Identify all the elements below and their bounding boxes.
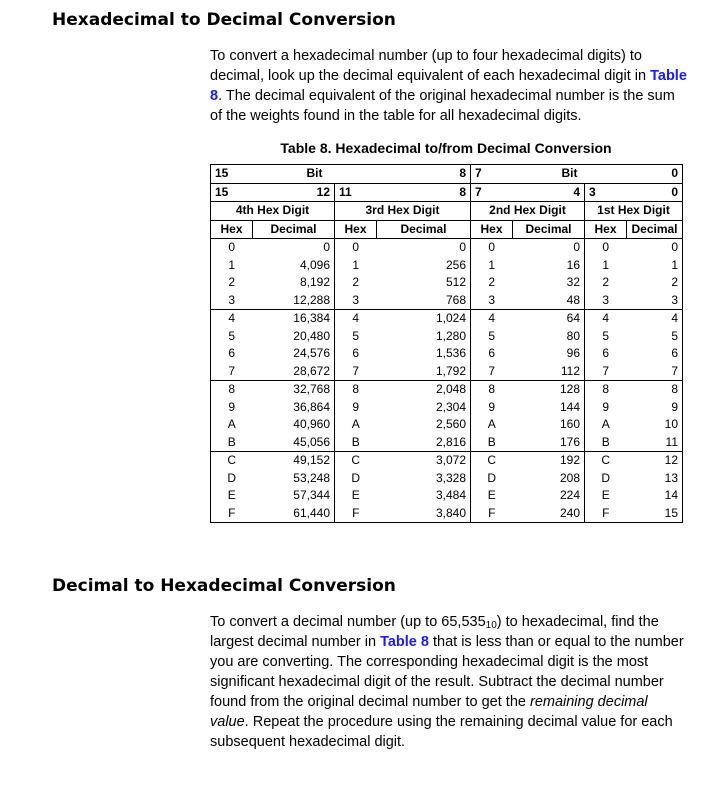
hex-cell: 5 [585, 328, 627, 346]
paragraph-text: To convert a decimal number (up to 65,535 [210, 614, 486, 630]
table-row [211, 274, 683, 292]
hex-cell: 0 [228, 240, 236, 255]
column-header: Hex [211, 220, 253, 239]
decimal-cell: 4,096 [299, 257, 330, 272]
hex-cell: F [228, 505, 236, 520]
decimal-cell: 61,440 [293, 505, 330, 520]
decimal-cell: 96 [566, 346, 580, 361]
table-row [211, 416, 683, 434]
hex-cell: 2 [585, 274, 627, 292]
decimal-cell: 48 [513, 292, 585, 310]
bit-label: 15 [211, 165, 253, 184]
decimal-cell: 3,072 [435, 453, 466, 468]
decimal-cell: 192 [559, 453, 580, 468]
decimal-cell: 1,792 [377, 363, 471, 381]
hex-cell: 8 [228, 382, 236, 397]
hex-cell: 8 [585, 381, 627, 399]
decimal-cell: 3 [627, 292, 683, 310]
decimal-cell: 20,480 [293, 328, 330, 343]
decimal-cell: 2,560 [435, 417, 466, 432]
decimal-cell: 176 [513, 434, 585, 452]
table-row [211, 328, 683, 346]
decimal-cell: 28,672 [253, 363, 335, 381]
hex-cell: F [335, 505, 377, 523]
hex-cell: B [211, 434, 253, 452]
decimal-cell: 53,248 [293, 470, 330, 485]
digit-header: 3rd Hex Digit [335, 202, 471, 221]
hex-cell: 2 [228, 275, 236, 290]
decimal-cell: 2 [671, 275, 678, 290]
hex-cell: 7 [471, 363, 513, 381]
hex-cell: 5 [335, 328, 377, 346]
hex-to-decimal-paragraph [210, 46, 690, 126]
table-row [211, 487, 683, 505]
table-row [211, 470, 683, 488]
column-header: Hex [471, 220, 513, 239]
hex-cell: 9 [471, 399, 513, 417]
hex-cell: 3 [471, 292, 513, 310]
decimal-cell: 49,152 [293, 453, 330, 468]
decimal-cell: 768 [377, 292, 471, 310]
column-header: Hex [585, 220, 627, 239]
bit-label: 12 [253, 183, 335, 202]
hex-cell: 4 [585, 310, 627, 328]
base-subscript: 10 [485, 620, 497, 631]
table-row [211, 363, 683, 381]
paragraph-text: ) to hexadecimal, find the largest decimal number in [210, 614, 659, 650]
decimal-cell: 12,288 [253, 292, 335, 310]
column-header: Decimal [513, 220, 585, 239]
decimal-cell: 57,344 [293, 488, 330, 503]
hex-cell: 0 [471, 239, 513, 257]
hex-cell: 0 [335, 239, 377, 257]
column-header: Decimal [627, 220, 683, 239]
decimal-cell: 16,384 [293, 311, 330, 326]
bit-label: 8 [377, 165, 471, 184]
decimal-cell: 512 [445, 275, 466, 290]
hex-cell: 2 [471, 274, 513, 292]
bit-label: 4 [513, 183, 585, 202]
hex-cell: D [335, 470, 377, 488]
hex-cell: B [585, 434, 627, 452]
hex-cell: 1 [471, 257, 513, 275]
decimal-cell: 112 [513, 363, 585, 381]
decimal-cell: 3,328 [435, 470, 466, 485]
decimal-cell: 80 [566, 328, 580, 343]
hex-cell: 8 [471, 381, 513, 399]
table-row [211, 345, 683, 363]
hex-cell: 3 [585, 292, 627, 310]
bit-label: 8 [377, 183, 471, 202]
hex-cell: E [335, 487, 377, 505]
digit-header-row [211, 202, 683, 221]
hex-cell: A [471, 416, 513, 434]
decimal-cell: 40,960 [293, 417, 330, 432]
paragraph-text: that is less than or equal to the number you are converting. The corresponding hexadecimal digit is the most significant hexadecimal digit of the result. Subtract the decimal number found from the original decimal number to get the [210, 634, 684, 710]
hex-cell: 3 [211, 292, 253, 310]
hex-cell: D [585, 470, 627, 488]
hex-cell: 4 [471, 310, 513, 328]
conversion-table [210, 164, 683, 523]
hex-cell: D [471, 470, 513, 488]
hex-cell: E [585, 487, 627, 505]
table-row [211, 239, 683, 257]
decimal-cell: 0 [459, 240, 466, 255]
hex-cell: 5 [471, 328, 513, 346]
hex-cell: 7 [335, 363, 377, 381]
bit-label: 0 [627, 165, 683, 184]
decimal-cell: 144 [559, 399, 580, 414]
section-title-hex-to-decimal: Hexadecimal to Decimal Conversion [52, 10, 396, 30]
hex-cell: 1 [228, 257, 236, 272]
emphasized-term: remaining decimal value [210, 694, 648, 730]
digit-header: 1st Hex Digit [585, 202, 683, 221]
hex-cell: 6 [228, 346, 236, 361]
hex-cell: 7 [585, 363, 627, 381]
decimal-cell: 32,768 [293, 382, 330, 397]
decimal-cell: 24,576 [293, 346, 330, 361]
decimal-cell: 2,304 [435, 399, 466, 414]
hex-cell: 8 [335, 381, 377, 399]
decimal-cell: 2,816 [377, 434, 471, 452]
digit-header: 4th Hex Digit [211, 202, 335, 221]
table-row [211, 452, 683, 470]
decimal-cell: 4 [671, 311, 678, 326]
hex-cell: 6 [585, 345, 627, 363]
hex-cell: F [471, 505, 513, 523]
decimal-cell: 1,536 [435, 346, 466, 361]
hex-cell: 6 [471, 345, 513, 363]
table-8-link[interactable]: Table 8 [380, 634, 429, 650]
decimal-cell: 160 [559, 417, 580, 432]
hex-cell: 3 [335, 292, 377, 310]
bit-number-row [211, 183, 683, 202]
bit-label: 15 [211, 183, 253, 202]
decimal-cell: 208 [559, 470, 580, 485]
decimal-cell: 11 [627, 434, 683, 452]
table-row [211, 292, 683, 310]
decimal-cell: 128 [559, 382, 580, 397]
decimal-cell: 1 [671, 257, 678, 272]
hex-cell: D [227, 470, 237, 485]
hex-cell: 4 [335, 310, 377, 328]
hex-cell: 9 [228, 399, 236, 414]
table-row [211, 381, 683, 399]
decimal-cell: 15 [664, 505, 678, 520]
section-title-decimal-to-hex: Decimal to Hexadecimal Conversion [52, 576, 396, 596]
decimal-cell: 64 [566, 311, 580, 326]
decimal-cell: 1,280 [435, 328, 466, 343]
bit-label: 0 [627, 183, 683, 202]
decimal-cell: 3,484 [435, 488, 466, 503]
decimal-cell: 16 [566, 257, 580, 272]
bit-label: Bit [513, 165, 627, 184]
table-row [211, 257, 683, 275]
hex-cell: C [335, 452, 377, 470]
table-row [211, 434, 683, 452]
hex-cell: 0 [585, 239, 627, 257]
hex-cell: 7 [211, 363, 253, 381]
decimal-cell: 0 [323, 240, 330, 255]
column-header-row [211, 220, 683, 239]
hex-cell: 4 [228, 311, 236, 326]
column-header: Hex [335, 220, 377, 239]
decimal-cell: 1,024 [435, 311, 466, 326]
hex-cell: 2 [335, 274, 377, 292]
table-row [211, 310, 683, 328]
hex-cell: E [471, 487, 513, 505]
hex-cell: 1 [335, 257, 377, 275]
decimal-cell: 12 [664, 453, 678, 468]
decimal-cell: 10 [664, 417, 678, 432]
hex-cell: E [227, 488, 236, 503]
decimal-cell: 3,840 [435, 505, 466, 520]
decimal-cell: 9 [671, 399, 678, 414]
bit-label: 3 [585, 183, 627, 202]
bit-label: 11 [335, 183, 377, 202]
decimal-cell: 36,864 [293, 399, 330, 414]
column-header: Decimal [377, 220, 471, 239]
table-8-link[interactable]: Table 8 [210, 68, 687, 104]
decimal-cell: 240 [559, 505, 580, 520]
decimal-cell: 0 [671, 240, 678, 255]
hex-cell: F [585, 505, 627, 523]
decimal-cell: 13 [664, 470, 678, 485]
decimal-cell: 2,048 [435, 382, 466, 397]
table-caption: Table 8. Hexadecimal to/from Decimal Conversion [280, 140, 612, 156]
decimal-cell: 8,192 [299, 275, 330, 290]
hex-cell: C [471, 452, 513, 470]
hex-cell: A [585, 416, 627, 434]
hex-cell: 9 [585, 399, 627, 417]
decimal-cell: 45,056 [253, 434, 335, 452]
decimal-cell: 0 [573, 240, 580, 255]
hex-cell: 6 [335, 345, 377, 363]
hex-cell: 5 [228, 328, 236, 343]
decimal-cell: 5 [671, 328, 678, 343]
paragraph-text: . Repeat the procedure using the remaining decimal value for each subsequent hexadecimal digit. [210, 714, 673, 750]
decimal-to-hex-paragraph [210, 612, 690, 752]
table-row [211, 505, 683, 523]
hex-cell: A [227, 417, 236, 432]
paragraph-text: . The decimal equivalent of the original hexadecimal number is the sum of the weights found in the table for all hexadecimal digits. [210, 88, 675, 124]
bit-label: 7 [471, 183, 513, 202]
hex-cell: B [335, 434, 377, 452]
column-header: Decimal [253, 220, 335, 239]
hex-cell: C [585, 452, 627, 470]
decimal-cell: 14 [664, 488, 678, 503]
hex-cell: B [471, 434, 513, 452]
decimal-cell: 6 [671, 346, 678, 361]
decimal-cell: 256 [445, 257, 466, 272]
bit-label: 7 [471, 165, 513, 184]
bit-label: Bit [253, 165, 377, 184]
bit-range-row [211, 165, 683, 184]
hex-cell: A [335, 416, 377, 434]
decimal-cell: 7 [627, 363, 683, 381]
hex-cell: 1 [585, 257, 627, 275]
decimal-cell: 224 [559, 488, 580, 503]
hex-cell: 9 [335, 399, 377, 417]
decimal-cell: 8 [671, 382, 678, 397]
digit-header: 2nd Hex Digit [471, 202, 585, 221]
decimal-cell: 32 [566, 275, 580, 290]
hex-cell: C [227, 453, 237, 468]
paragraph-text: To convert a hexadecimal number (up to four hexadecimal digits) to decimal, look up the decimal equivalent of each hexadecimal digit in [210, 48, 651, 84]
table-row [211, 399, 683, 417]
